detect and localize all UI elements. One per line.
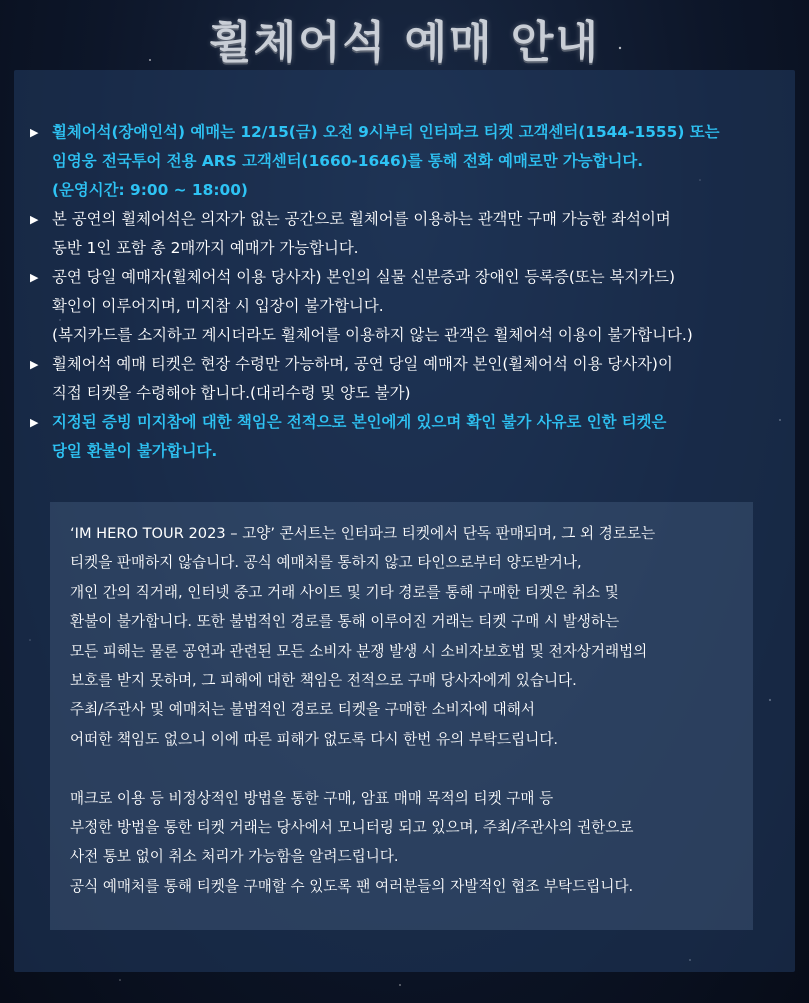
notice-line: ▶ 공연 당일 예매자(휠체어석 이용 당사자) 본인의 실물 신분증과 장애인 등록증(또는 복지카드) bbox=[52, 268, 676, 286]
info-line: ‘IM HERO TOUR 2023 – 고양’ 콘서트는 인터파크 티켓에서 단독 판매되며, 그 외 경로로는 bbox=[70, 525, 656, 542]
paragraph-spacer bbox=[70, 754, 750, 783]
notice-line: (복지카드를 소지하고 계시더라도 휠체어를 이용하지 않는 관객은 휠체어석 이용이 불가합니다.) bbox=[52, 326, 693, 344]
info-line: 환불이 불가합니다. 또한 불법적인 경로를 통해 이루어진 거래는 티켓 구매 시 발생하는 bbox=[70, 613, 620, 631]
page-title: 휠체어석 예매 안내 bbox=[209, 17, 600, 68]
notice-line: ▶ 휠체어석 예매 티켓은 현장 수령만 가능하며, 공연 당일 예매자 본인(휠체어석 이용 당사자)이 bbox=[52, 355, 673, 373]
info-line: 공식 예매처를 통해 티켓을 구매할 수 있도록 팬 여러분들의 자발적인 협조 부탁드립니다. bbox=[70, 877, 634, 895]
info-line: 보호를 받지 못하며, 그 피해에 대한 책임은 전적으로 구매 당사자에게 있습니다. bbox=[70, 672, 577, 690]
notice-line: 당일 환불이 불가합니다. bbox=[52, 442, 218, 460]
info-box-text bbox=[70, 519, 750, 901]
notice-line: (운영시간: 9:00 ~ 18:00) bbox=[52, 181, 248, 199]
notice-item-id-check bbox=[30, 263, 770, 350]
notice-line: 임영웅 전국투어 전용 ARS 고객센터(1660-1646)를 통해 전화 예매로만 가능합니다. bbox=[52, 152, 644, 170]
info-line: 모든 피해는 물론 공연과 관련된 모든 소비자 분쟁 발생 시 소비자보호법 및 전자상거래법의 bbox=[70, 642, 648, 660]
notice-item-refund-policy bbox=[30, 408, 770, 466]
notice-line: 직접 티켓을 수령해야 합니다.(대리수령 및 양도 불가) bbox=[52, 384, 411, 402]
notice-list bbox=[30, 118, 770, 466]
notice-line: ▶ 본 공연의 휠체어석은 의자가 없는 공간으로 휠체어를 이용하는 관객만 구매 가능한 좌석이며 bbox=[52, 210, 671, 228]
notice-line: ▶ 휠체어석(장애인석) 예매는 12/15(금) 오전 9시부터 인터파크 티켓 고객센터(1544-1555) 또는 bbox=[52, 123, 720, 141]
notice-line: 동반 1인 포함 총 2매까지 예매가 가능합니다. bbox=[52, 239, 359, 257]
info-line: 매크로 이용 등 비정상적인 방법을 통한 구매, 암표 매매 목적의 티켓 구매 등 bbox=[70, 789, 554, 807]
notice-item-seat-policy bbox=[30, 205, 770, 263]
notice-line: ▶ 지정된 증빙 미지참에 대한 책임은 전적으로 본인에게 있으며 확인 불가 사유로 인한 티켓은 bbox=[52, 413, 667, 431]
notice-line: 확인이 이루어지며, 미지참 시 입장이 불가합니다. bbox=[52, 297, 384, 315]
info-line: 부정한 방법을 통한 티켓 거래는 당사에서 모니터링 되고 있으며, 주최/주관사의 권한으로 bbox=[70, 819, 634, 837]
info-line: 개인 간의 직거래, 인터넷 중고 거래 사이트 및 기타 경로를 통해 구매한 티켓은 취소 및 bbox=[70, 583, 619, 601]
info-line: 사전 통보 없이 취소 처리가 가능함을 알려드립니다. bbox=[70, 848, 399, 866]
info-line: 주최/주관사 및 예매처는 불법적인 경로로 티켓을 구매한 소비자에 대해서 bbox=[70, 701, 535, 719]
notice-item-ticket-pickup bbox=[30, 350, 770, 408]
notice-item-phone-booking bbox=[30, 118, 770, 205]
info-line: 어떠한 책임도 없으니 이에 따른 피해가 없도록 다시 한번 유의 부탁드립니다. bbox=[70, 730, 559, 748]
info-line: 티켓을 판매하지 않습니다. 공식 예매처를 통하지 않고 타인으로부터 양도받거나, bbox=[70, 554, 582, 572]
